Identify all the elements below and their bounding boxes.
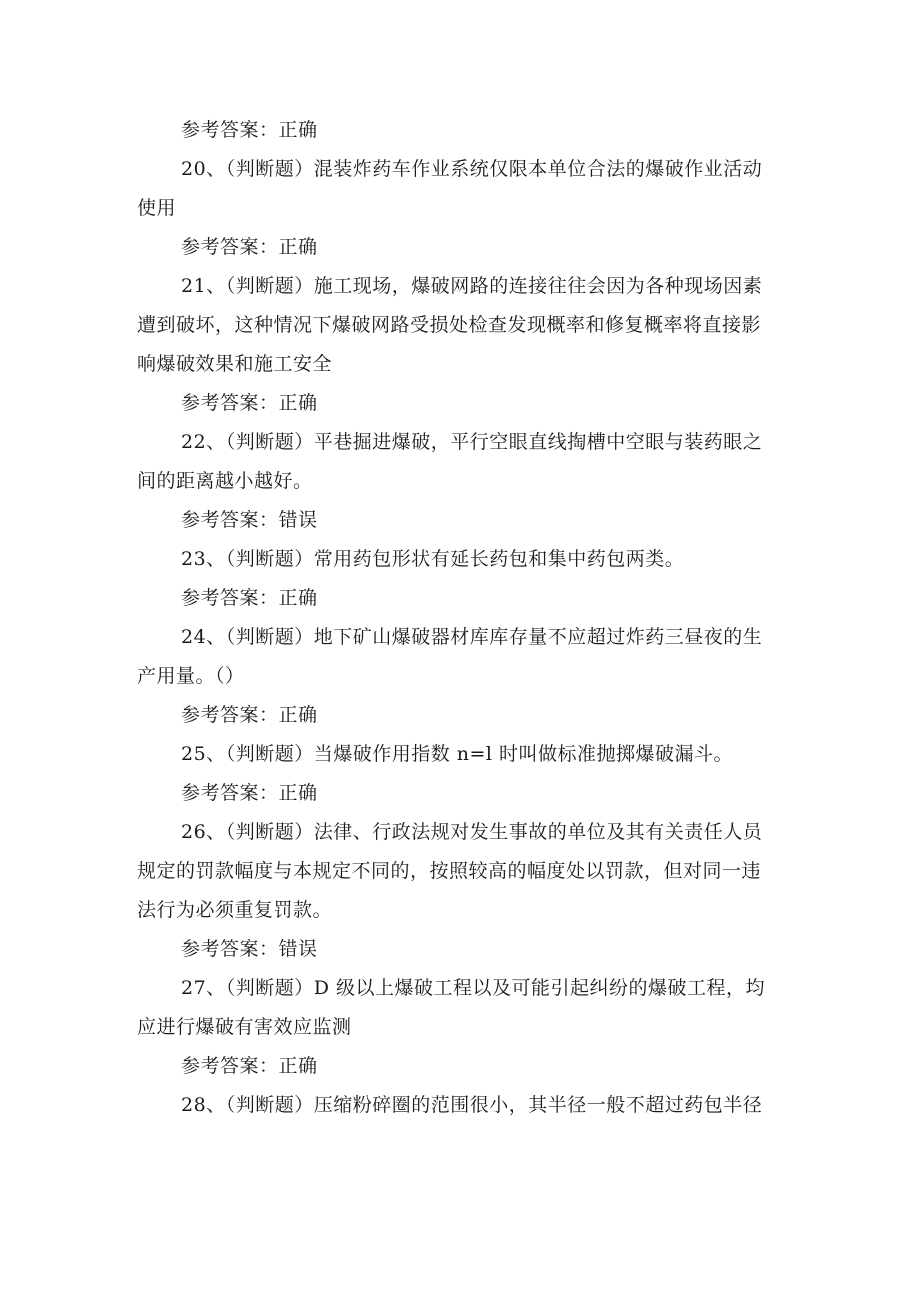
- question-first-line: [137, 1086, 785, 1125]
- answer-value: 正确: [278, 119, 318, 141]
- document-page: [137, 111, 785, 1125]
- answer-value: 错误: [278, 509, 318, 531]
- question-text: 平巷掘进爆破，平行空眼直线掏槽中空眼与装药眼之: [313, 431, 763, 453]
- answer-label: 参考答案：: [181, 509, 279, 531]
- question-item: [137, 423, 785, 501]
- question-number: 20、: [181, 158, 226, 180]
- question-text: 混装炸药车作业系统仅限本单位合法的爆破作业活动: [313, 158, 763, 180]
- question-type: （判断题）: [225, 743, 314, 765]
- answer-label: 参考答案：: [181, 119, 279, 141]
- answer-value: 正确: [278, 1055, 318, 1077]
- question-number: 25、: [181, 743, 226, 765]
- question-type: （判断题）: [225, 275, 314, 297]
- answer-line: [137, 930, 785, 969]
- question-text: 应进行爆破有害效应监测: [137, 1016, 352, 1038]
- answer-label: 参考答案：: [181, 392, 279, 414]
- answer-value: 正确: [278, 704, 318, 726]
- question-first-line: [137, 423, 785, 462]
- question-type: （判断题）: [225, 821, 314, 843]
- question-first-line: [137, 540, 785, 579]
- question-number: 23、: [181, 548, 226, 570]
- question-first-line: [137, 735, 785, 774]
- question-text: 响爆破效果和施工安全: [137, 353, 333, 375]
- answer-line: [137, 111, 785, 150]
- answer-line: [137, 774, 785, 813]
- question-continuation-line: [137, 852, 785, 891]
- question-continuation-line: [137, 891, 785, 930]
- question-item: [137, 1086, 785, 1125]
- answer-line: [137, 501, 785, 540]
- answer-line: [137, 579, 785, 618]
- question-type: （判断题）: [225, 431, 314, 453]
- question-text: 地下矿山爆破器材库库存量不应超过炸药三昼夜的生: [313, 626, 763, 648]
- question-first-line: [137, 150, 785, 189]
- question-number: 27、: [181, 977, 226, 999]
- question-text: 使用: [137, 197, 177, 219]
- question-item: [137, 150, 785, 228]
- question-number: 21、: [181, 275, 226, 297]
- question-item: [137, 735, 785, 774]
- question-first-line: [137, 969, 785, 1008]
- question-text: D 级以上爆破工程以及可能引起纠纷的爆破工程，均: [313, 977, 765, 999]
- question-item: [137, 540, 785, 579]
- answer-value: 正确: [278, 782, 318, 804]
- answer-label: 参考答案：: [181, 236, 279, 258]
- question-item: [137, 969, 785, 1047]
- answer-label: 参考答案：: [181, 1055, 279, 1077]
- question-number: 28、: [181, 1094, 226, 1116]
- question-item: [137, 267, 785, 384]
- question-first-line: [137, 618, 785, 657]
- answer-line: [137, 1047, 785, 1086]
- question-continuation-line: [137, 306, 785, 345]
- question-text: 间的距离越小越好。: [137, 470, 313, 492]
- question-continuation-line: [137, 1008, 785, 1047]
- question-type: （判断题）: [225, 548, 314, 570]
- question-text: 规定的罚款幅度与本规定不同的，按照较高的幅度处以罚款，但对同一违: [137, 860, 762, 882]
- answer-label: 参考答案：: [181, 938, 279, 960]
- question-text: 当爆破作用指数 n=l 时叫做标准抛掷爆破漏斗。: [313, 743, 734, 765]
- answer-value: 正确: [278, 392, 318, 414]
- question-first-line: [137, 813, 785, 852]
- answer-label: 参考答案：: [181, 704, 279, 726]
- question-type: （判断题）: [225, 977, 314, 999]
- answer-line: [137, 384, 785, 423]
- question-item: [137, 618, 785, 696]
- question-type: （判断题）: [225, 158, 314, 180]
- question-first-line: [137, 267, 785, 306]
- question-text: 常用药包形状有延长药包和集中药包两类。: [313, 548, 685, 570]
- question-number: 24、: [181, 626, 226, 648]
- answer-value: 正确: [278, 587, 318, 609]
- question-type: （判断题）: [225, 1094, 314, 1116]
- question-item: [137, 813, 785, 930]
- answer-line: [137, 696, 785, 735]
- question-type: （判断题）: [225, 626, 314, 648]
- question-text: 压缩粉碎圈的范围很小，其半径一般不超过药包半径: [313, 1094, 763, 1116]
- answer-label: 参考答案：: [181, 587, 279, 609]
- question-text: 法律、行政法规对发生事故的单位及其有关责任人员: [313, 821, 763, 843]
- question-continuation-line: [137, 345, 785, 384]
- question-continuation-line: [137, 657, 785, 696]
- question-continuation-line: [137, 189, 785, 228]
- answer-value: 错误: [278, 938, 318, 960]
- answer-label: 参考答案：: [181, 782, 279, 804]
- answer-line: [137, 228, 785, 267]
- question-number: 22、: [181, 431, 226, 453]
- question-text: 遭到破坏，这种情况下爆破网路受损处检查发现概率和修复概率将直接影: [137, 314, 762, 336]
- question-text: 产用量。（）: [137, 665, 245, 687]
- question-continuation-line: [137, 462, 785, 501]
- question-number: 26、: [181, 821, 226, 843]
- answer-value: 正确: [278, 236, 318, 258]
- question-text: 施工现场，爆破网路的连接往往会因为各种现场因素: [313, 275, 763, 297]
- question-text: 法行为必须重复罚款。: [137, 899, 333, 921]
